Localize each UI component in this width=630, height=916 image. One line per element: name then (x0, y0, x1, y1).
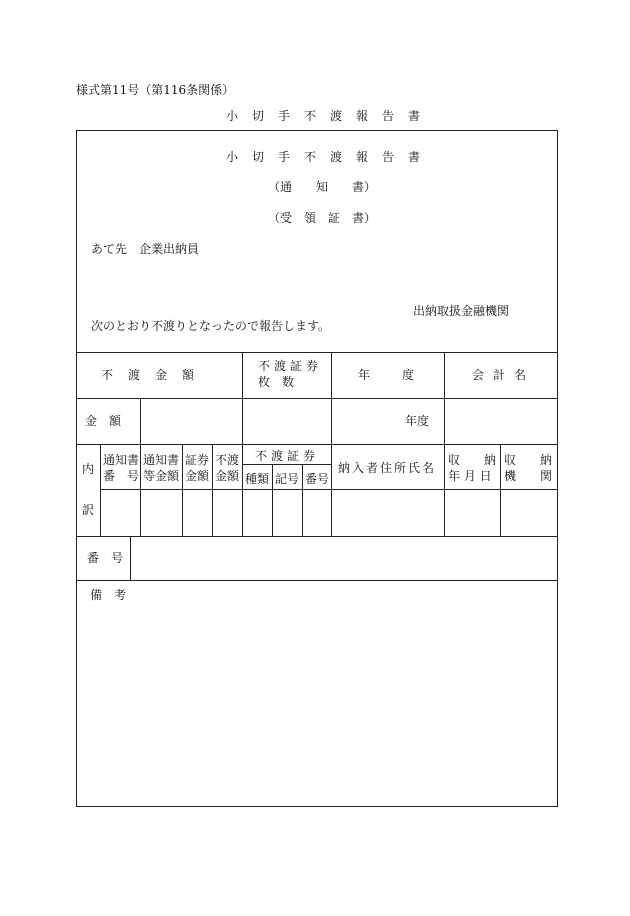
remarks-label: 備 考 (90, 588, 127, 602)
security-amount-header-line1: 証券 (185, 453, 210, 467)
receiving-bank-header-line2: 機 関 (504, 469, 553, 483)
fiscal-year-suffix: 年度 (405, 414, 430, 428)
security-amount-header-line2: 金額 (185, 469, 210, 483)
security-kind-header: 種類 (245, 472, 270, 486)
form-number: 様式第11号（第116条関係） (76, 83, 235, 97)
outer-title: 小 切 手 不 渡 報 告 書 (226, 109, 422, 123)
dishonored-securities-header: 不渡証券 (255, 449, 320, 463)
notice-amount-header-line2: 等金額 (143, 469, 180, 483)
report-message: 次のとおり不渡りとなったので報告します。 (91, 319, 331, 333)
dishonored-amount-col-line2: 金額 (215, 469, 240, 483)
number-label: 番 号 (87, 551, 124, 565)
notice-number-header-line2: 番 号 (103, 469, 140, 483)
breakdown-label-top: 内 (82, 462, 95, 476)
dishonored-amount-header: 不渡金額 (101, 368, 210, 382)
receipt-subtitle: （受 領 証 書） (268, 211, 377, 225)
payer-address-name-header: 納入者住所氏名 (338, 461, 437, 475)
fiscal-year-header: 年度 (358, 368, 447, 382)
dishonored-count-header-line1: 不渡証券 (258, 359, 323, 373)
received-date-header-line2: 年 月 日 (448, 469, 492, 483)
notice-number-header-line1: 通知書 (103, 453, 140, 467)
breakdown-label-bottom: 訳 (82, 503, 95, 517)
security-number-header: 番号 (305, 472, 330, 486)
receiving-bank-header-line1: 収 納 (504, 453, 553, 467)
account-name-header: 会計名 (472, 368, 536, 382)
dishonored-amount-col-line1: 不渡 (215, 453, 240, 467)
received-date-header-line1: 収 納 (448, 453, 497, 467)
security-symbol-header: 記号 (275, 472, 300, 486)
notice-amount-header-line1: 通知書 (143, 453, 180, 467)
addressee: あて先 企業出納員 (91, 242, 200, 256)
dishonored-count-header-line2: 枚 数 (258, 375, 295, 389)
amount-label: 金額 (85, 414, 134, 428)
notice-subtitle: （通 知 書） (268, 180, 377, 194)
financial-institution-label: 出納取扱金融機関 (413, 304, 510, 318)
form-title: 小 切 手 不 渡 報 告 書 (226, 150, 422, 164)
